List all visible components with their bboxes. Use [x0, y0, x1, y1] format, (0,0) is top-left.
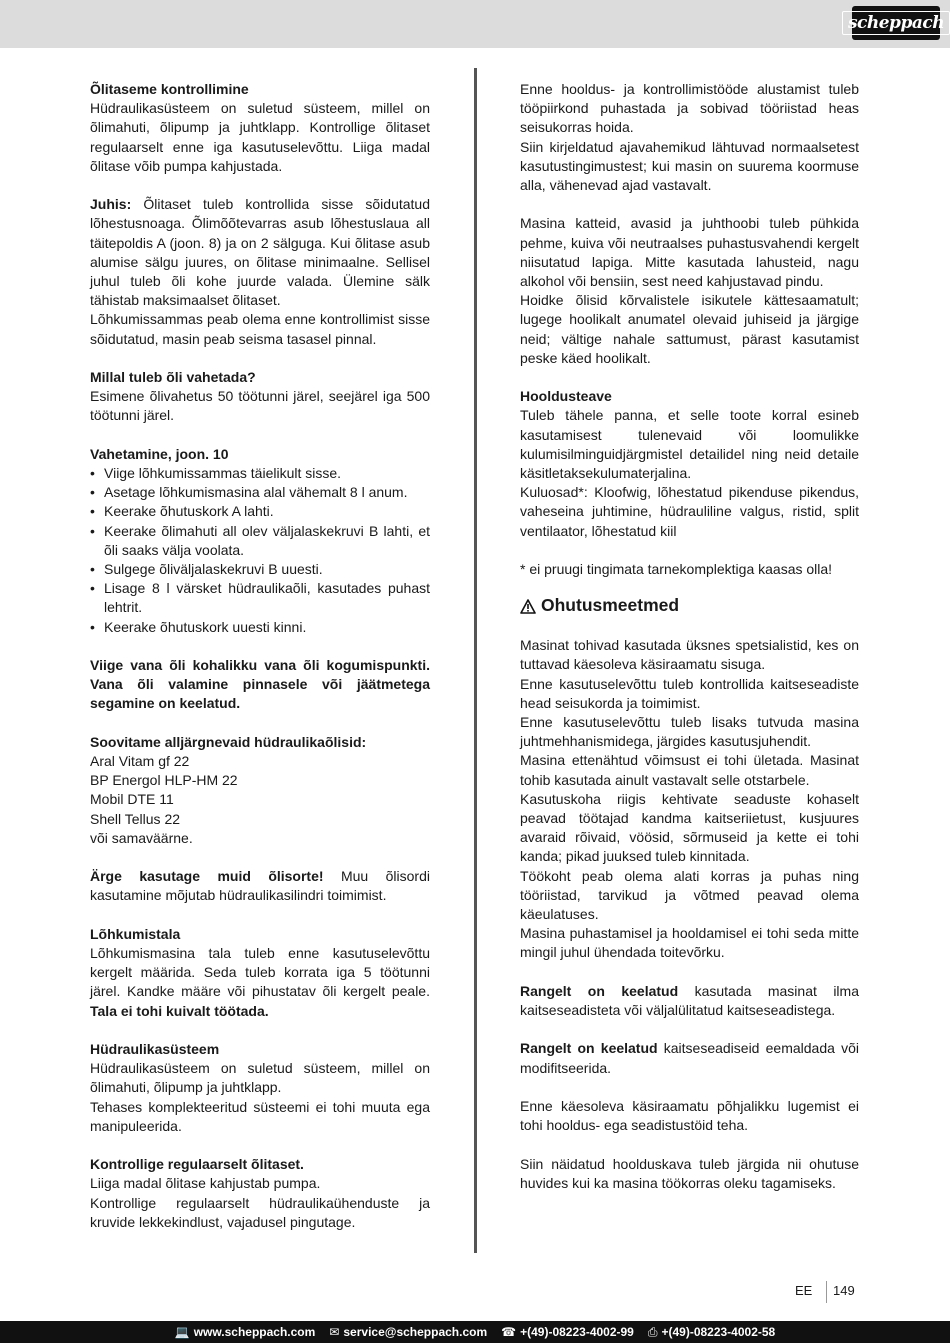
read-manual-text: Enne käesoleva käsiraamatu põhjalikku lugemist ei tohi hooldus- ega seadistustöid teha. [520, 1098, 859, 1134]
phone-icon: ☎ [501, 1325, 517, 1339]
other-oils-bold: Ärge kasutage muid õlisorte! [90, 868, 324, 885]
note-paragraph [90, 195, 430, 310]
forbid-2-text: kaitseseadiseid eemaldada või modifitseerida. [520, 1040, 859, 1076]
oil-check-text: Hüdraulikasüsteem on suletud süsteem, millel on õlimahuti, õlipump ja juhtklapp. Kontrollige õlitaset regulaarselt enne iga kasutuselevõttu. Liiga madal õlitase võib pumpa kahjustada. [90, 100, 430, 174]
other-oils-paragraph [90, 867, 430, 905]
oil-item: või samaväärne. [90, 829, 193, 846]
service-text-1: Tuleb tähele panna, et selle toote korral esineb kasutamisest tulenevaid või loomulikke kulumisilminguidjärgmistel detailidel ning neid detaile käsitletaksekulumaterjalina. [520, 407, 859, 482]
forbid-2-bold: Rangelt on keelatud [520, 1040, 658, 1057]
forbid-1-text: kasutada masinat ilma kaitseseadisteta või väljalülitatud kaitseseadistega. [520, 982, 859, 1019]
right-column [520, 80, 859, 1193]
website-text: www.scheppach.com [193, 1325, 316, 1339]
beam-title: Lõhkumistala [90, 925, 181, 942]
change-title: Vahetamine, joon. 10 [90, 445, 229, 462]
footer-separator [826, 1281, 827, 1303]
list-item: • Keerake õlimahuti all olev väljalaskekruvi B lahti, et õli saaks välja voolata. [90, 522, 430, 560]
list-item: • Viige lõhkumissammas täielikult sisse. [90, 464, 430, 483]
email-item[interactable] [329, 1325, 487, 1339]
list-item: • Lisage 8 l värsket hüdraulikaõli, kasutades puhast lehtrit. [90, 579, 430, 617]
contact-bar [0, 1321, 950, 1343]
phone-item[interactable] [501, 1325, 634, 1339]
beam-text: Lõhkumismasina tala tuleb enne kasutuselevõttu kergelt määrida. Seda tuleb korrata iga 5 töötunni järel. Kandke määre või pihustatav õli kergelt peale. [90, 945, 430, 1000]
regular-check-text-2: Kontrollige regulaarselt hüdraulikaühenduste ja kruvide lekkekindlust, vajadusel pingutage. [90, 1194, 430, 1230]
fax-icon: ⎙ [647, 1324, 658, 1339]
list-item: • Keerake õhutuskork A lahti. [90, 502, 430, 521]
safety-title-row [520, 593, 859, 620]
fax-text: +(49)-08223-4002-58 [661, 1325, 776, 1339]
mail-icon: ✉ [329, 1325, 340, 1339]
change-when-text: Esimene õlivahetus 50 töötunni järel, seejärel iga 500 töötunni järel. [90, 388, 430, 424]
phone-text: +(49)-08223-4002-99 [520, 1325, 634, 1339]
safety-line: Töökoht peab olema alati korras ja puhas ning tööriistad, tarvikud ja võtmed peavad olema käeulatuses. [520, 867, 859, 923]
header-band [0, 0, 950, 48]
other-oils-text: Muu õlisordi kasutamine mõjutab hüdraulikasilindri toimimist. [90, 868, 430, 904]
forbid-1-bold: Rangelt on keelatud [520, 982, 679, 999]
computer-icon: 💻 [174, 1325, 190, 1339]
hydraulic-title: Hüdraulikasüsteem [90, 1041, 220, 1058]
disposal-text: Viige vana õli kohalikku vana õli kogumispunkti. Vana õli valamine pinnasele või jäätmetega segamine on keelatud. [90, 657, 430, 712]
fax-item[interactable] [648, 1325, 775, 1340]
oil-item: BP Energol HLP-HM 22 [90, 772, 238, 789]
brand-logo-text: scheppach [842, 11, 950, 35]
warning-triangle-icon [520, 596, 536, 620]
oil-item: Aral Vitam gf 22 [90, 753, 190, 770]
website-item[interactable] [175, 1325, 316, 1339]
regular-check-text-1: Liiga madal õlitase kahjustab pumpa. [90, 1175, 321, 1192]
forbid-1-paragraph [520, 982, 859, 1020]
column-divider [474, 68, 477, 1253]
recommend-title: Soovitame alljärgnevaid hüdraulikaõlisid: [90, 733, 367, 750]
safety-line: Enne kasutuselevõttu tuleb kontrollida kaitseseadiste head seisukorda ja toimimist. [520, 675, 859, 711]
language-code: EE [795, 1283, 813, 1298]
change-when-title: Millal tuleb õli vahetada? [90, 369, 256, 386]
note-label: Juhis: [90, 196, 132, 213]
list-item: • Keerake õhutuskork uuesti kinni. [90, 618, 430, 637]
beam-bold: Tala ei tohi kuivalt töötada. [90, 1002, 269, 1019]
safety-line: Enne kasutuselevõttu tuleb lisaks tutvuda masina juhtmehhanismidega, järgides kasutusjuhendit. [520, 714, 859, 750]
safety-title: Ohutusmeetmed [541, 595, 680, 616]
left-column [90, 80, 430, 1232]
beam-paragraph [90, 944, 430, 1021]
safety-line: Kasutuskoha riigis kehtivate seaduste kohaselt peavad töötajad kandma kaitseriietust, kusjuures avaraid rõivaid, vöösid, sõrmuseid ja kette ei tohi kanda; pikad juuksed tuleb kinnitada. [520, 790, 859, 865]
intro-text-1: Enne hooldus- ja kontrollimistööde alustamist tuleb tööpiirkond puhastada ja sobivad tööriistad heas seisukorras hoida. [520, 81, 859, 136]
oil-item: Shell Tellus 22 [90, 810, 181, 827]
footnote: * ei pruugi tingimata tarnekomplektiga kaasas olla! [520, 561, 833, 578]
change-steps-list [90, 464, 430, 637]
oil-item: Mobil DTE 11 [90, 791, 174, 808]
forbid-2-paragraph [520, 1039, 859, 1077]
cleaning-text-1: Masina katteid, avasid ja juhthoobi tuleb pühkida pehme, kuiva või neutraalses puhastusvahendi kergelt niisutatud lapiga. Mitte kasutada lahusteid, nagu alkohol või bensiin, sest need kahjustavad pindu. [520, 215, 859, 290]
hydraulic-text-1: Hüdraulikasüsteem on suletud süsteem, millel on õlimahuti, õlipump ja juhtklapp. [90, 1060, 430, 1096]
list-item: • Sulgege õliväljalaskekruvi B uuesti. [90, 560, 430, 579]
brand-logo [847, 6, 945, 40]
note-text: Õlitaset tuleb kontrollida sisse sõidutatud lõhestusnoaga. Õlimõõtevarras asub lõhestuslaua all täitepoldis A (joon. 8) ja on 2 sälguga. Kui õlitase asub alumise sälgu juures, on õlitase minimaalne. Sellisel juhul tuleb õli kohe juurde valada. Ülemine sälk tähistab maksimaalset õlitaset. [90, 196, 430, 309]
maintenance-plan-text: Siin näidatud hoolduskava tuleb järgida nii ohutuse huvides kui ka masina töökorras oleku tagamiseks. [520, 1155, 859, 1191]
safety-line: Masinat tohivad kasutada üksnes spetsialistid, kes on tuttavad käesoleva käsiraamatu sisuga. [520, 637, 859, 673]
safety-line: Masina ettenähtud võimsust ei tohi ületada. Masinat tohib kasutada ainult vastavalt selle otstarbele. [520, 752, 859, 788]
intro-text-2: Siin kirjeldatud ajavahemikud lähtuvad normaalsetest kasutustingimustest; kui masin on suurema koormuse alla, vähenevad ajad vastavalt. [520, 138, 859, 194]
cleaning-text-2: Hoidke õlisid kõrvalistele isikutele kättesaamatult; lugege hoolikalt anumatel olevaid juhiseid ja järgige neid; vältige nahale sattumust, pärast kasutamist peske käed hoolikalt. [520, 292, 859, 366]
oil-check-title: Õlitaseme kontrollimine [90, 81, 249, 97]
regular-check-title: Kontrollige regulaarselt õlitaset. [90, 1156, 304, 1173]
service-text-2: Kuluosad*: Kloofwig, lõhestatud pikenduse pikendus, vaheseina juhtimine, hüdrauliline valgus, ristid, split ventilaator, lõhestatud kiil [520, 484, 859, 539]
email-text: service@scheppach.com [343, 1325, 488, 1339]
note-text-2: Lõhkumissammas peab olema enne kontrollimist sisse sõidutatud, masin peab seisma tasasel pinnal. [90, 311, 430, 347]
safety-line: Masina puhastamisel ja hooldamisel ei tohi seda mitte mingil juhul ühendada toitevõrku. [520, 925, 859, 961]
page-number: 149 [833, 1283, 855, 1298]
hydraulic-text-2: Tehases komplekteeritud süsteemi ei tohi muuta ega manipuleerida. [90, 1098, 430, 1134]
list-item: • Asetage lõhkumismasina alal vähemalt 8 l anum. [90, 483, 430, 502]
service-title: Hooldusteave [520, 388, 612, 405]
